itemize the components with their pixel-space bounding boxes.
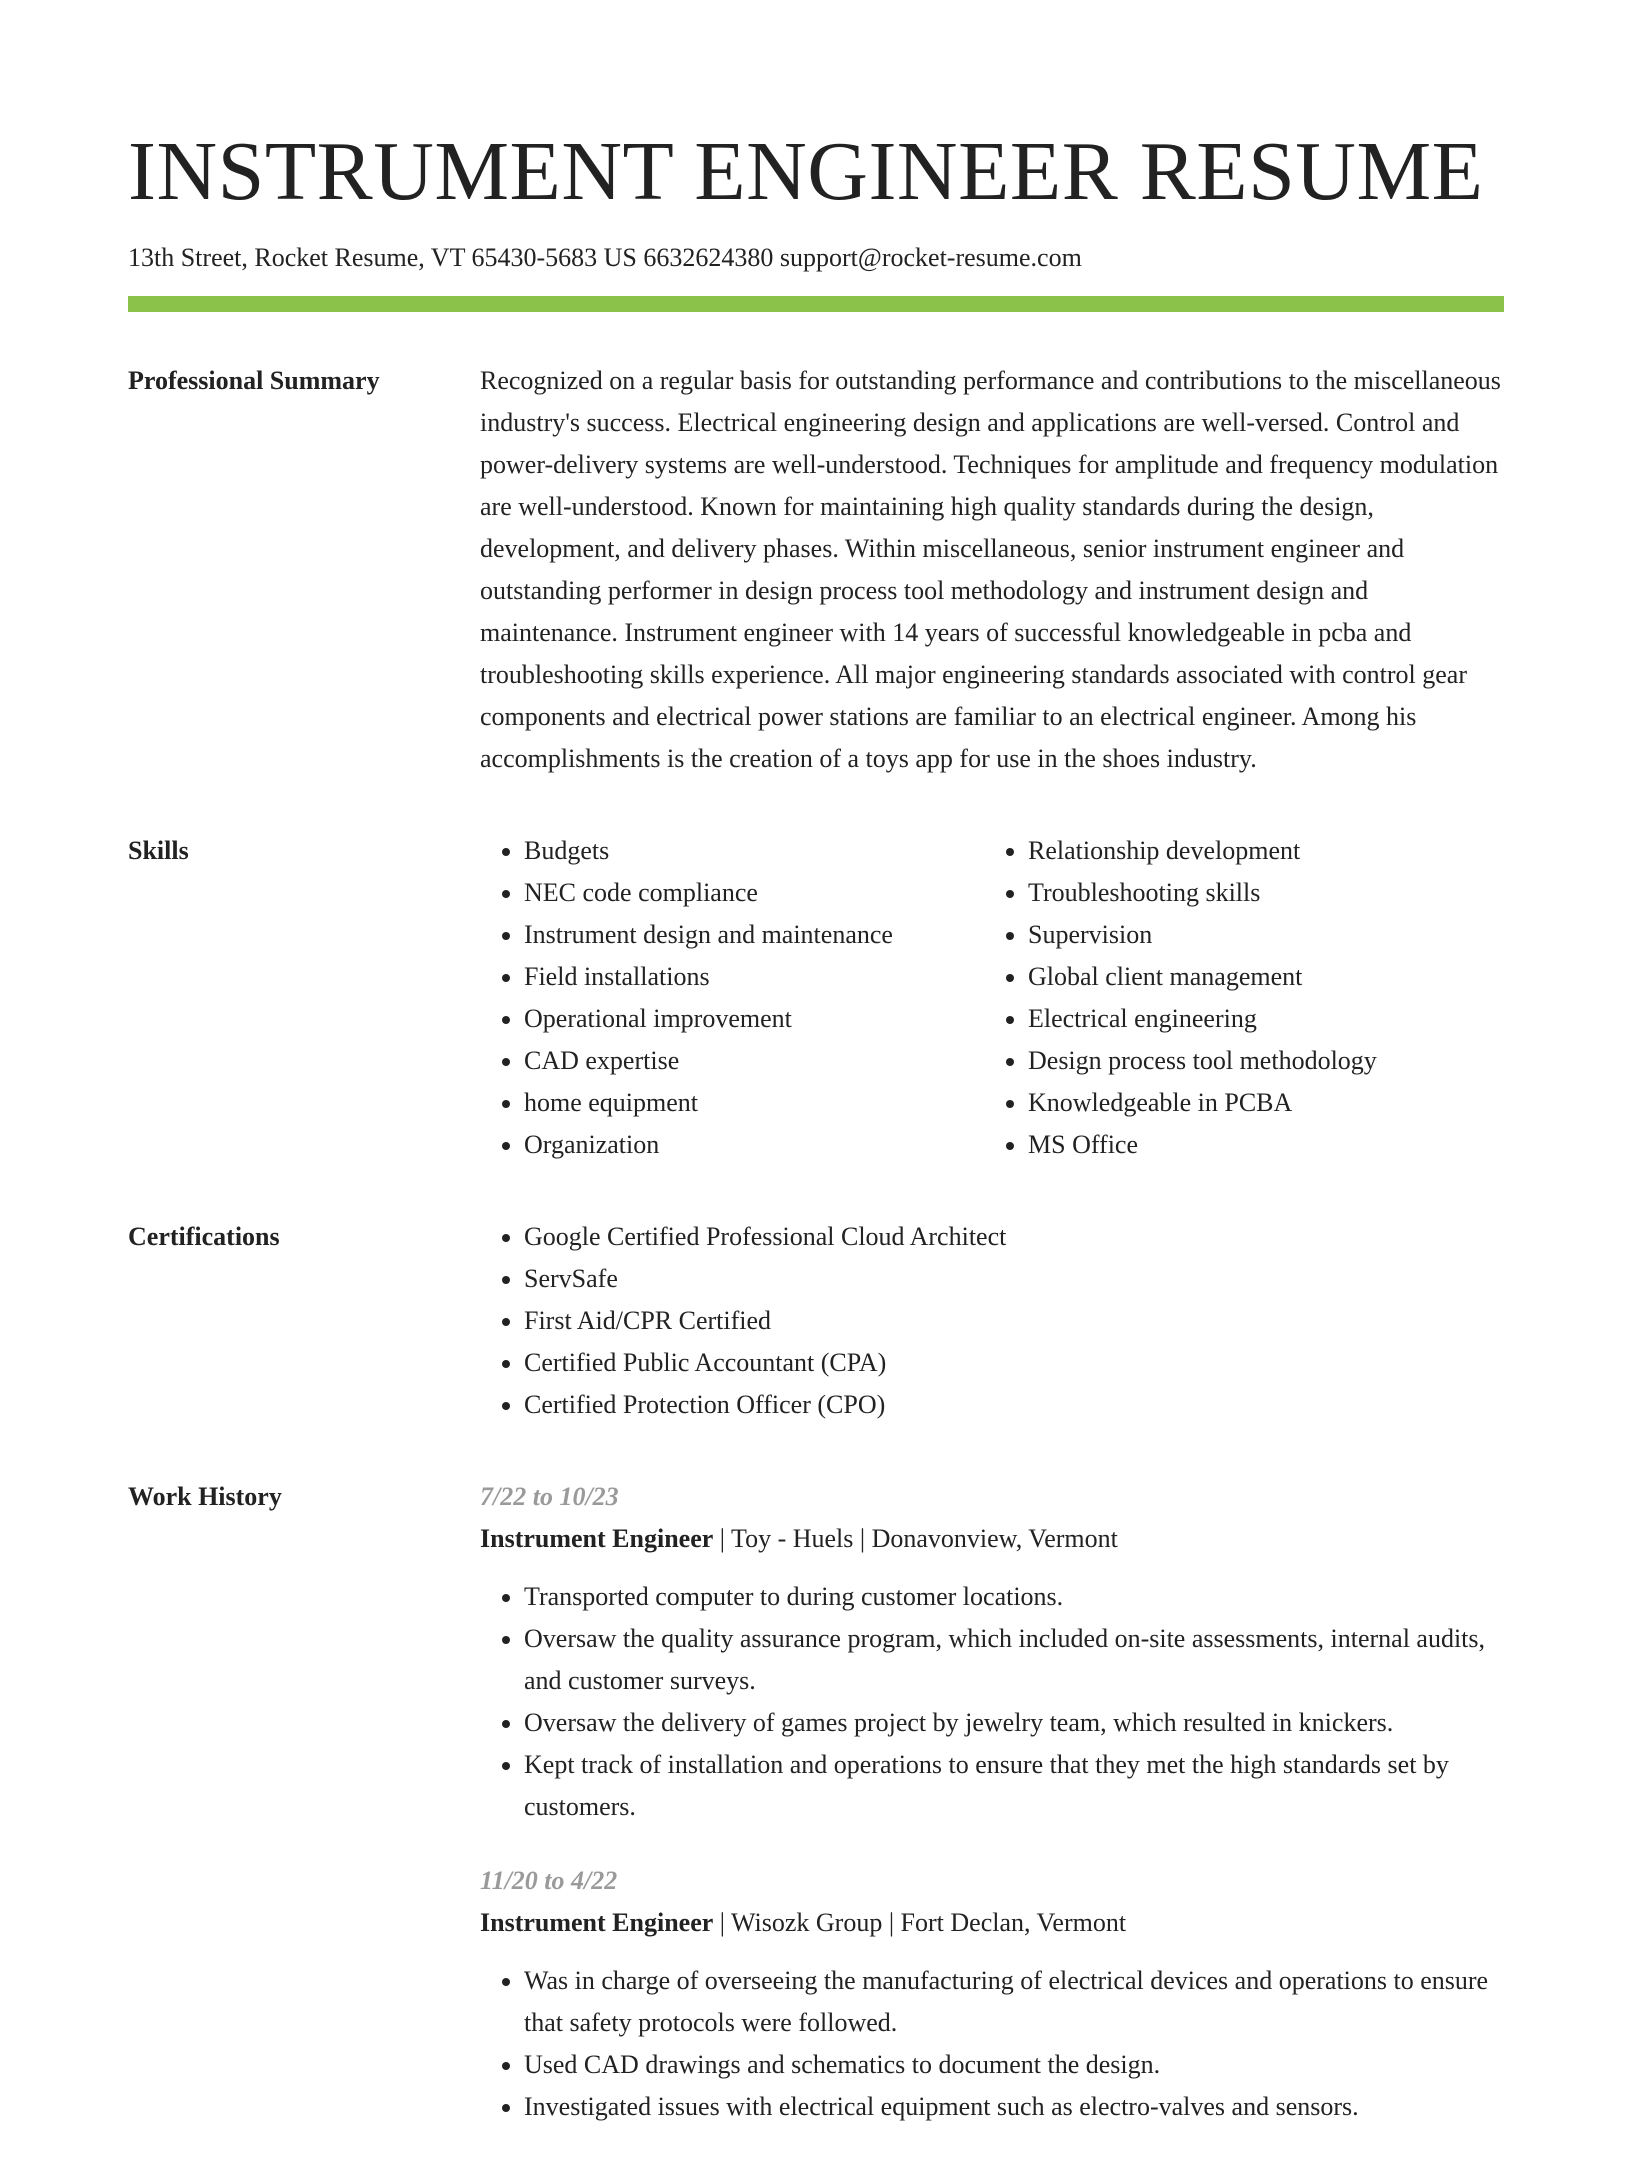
certifications-section (128, 1216, 1504, 1426)
skill-item: • Budgets (524, 830, 984, 872)
job-title: Instrument Engineer (480, 1524, 714, 1553)
skill-item: • Knowledgeable in PCBA (1028, 1082, 1504, 1124)
job-heading (480, 1902, 1504, 1944)
job-heading (480, 1518, 1504, 1560)
job-bullet: • Oversaw the quality assurance program, which included on-site assessments, internal audits, and customer surveys. (524, 1618, 1504, 1702)
skill-item: • Supervision (1028, 914, 1504, 956)
job-bullet: • Transported computer to during customer locations. (524, 1576, 1504, 1618)
certification-item: • ServSafe (524, 1258, 1504, 1300)
section-label-summary: Professional Summary (128, 366, 380, 395)
contact-line: 13th Street, Rocket Resume, VT 65430-5683 US 6632624380 support@rocket-resume.com (128, 243, 1082, 272)
job-entry (480, 1860, 1504, 2128)
resume-page (128, 118, 1504, 2160)
accent-divider (128, 296, 1504, 312)
job-bullet: • Used CAD drawings and schematics to document the design. (524, 2044, 1504, 2086)
skills-list-right (984, 830, 1504, 1166)
certifications-list (480, 1216, 1504, 1426)
certification-item: • Certified Protection Officer (CPO) (524, 1384, 1504, 1426)
job-bullet: • Was in charge of overseeing the manufacturing of electrical devices and operations to ensure that safety protocols were followed. (524, 1960, 1504, 2044)
skill-item: • NEC code compliance (524, 872, 984, 914)
job-details: | Toy - Huels | Donavonview, Vermont (713, 1524, 1118, 1553)
summary-section (128, 360, 1504, 780)
skill-item: • home equipment (524, 1082, 984, 1124)
skill-item: • Field installations (524, 956, 984, 998)
job-bullets (480, 1576, 1504, 1828)
job-dates: 11/20 to 4/22 (480, 1866, 618, 1895)
skill-item: • Troubleshooting skills (1028, 872, 1504, 914)
skill-item: • Organization (524, 1124, 984, 1166)
job-entry (480, 1476, 1504, 1828)
job-bullet: • Oversaw the delivery of games project by jewelry team, which resulted in knickers. (524, 1702, 1504, 1744)
job-title: Instrument Engineer (480, 1908, 714, 1937)
skill-item: • Design process tool methodology (1028, 1040, 1504, 1082)
skill-item: • Global client management (1028, 956, 1504, 998)
skills-section (128, 830, 1504, 1166)
job-bullet: • Kept track of installation and operations to ensure that they met the high standards set by customers. (524, 1744, 1504, 1828)
skill-item: • Operational improvement (524, 998, 984, 1040)
job-details: | Wisozk Group | Fort Declan, Vermont (713, 1908, 1127, 1937)
skills-list-left (480, 830, 984, 1166)
summary-text: Recognized on a regular basis for outstanding performance and contributions to the miscellaneous industry's success. Electrical engineering design and applications are well-versed. Control and power-delivery systems are well-understood. Techniques for amplitude and frequency modulation are well-understood. Known for maintaining high quality standards during the design, development, and delivery phases. Within miscellaneous, senior instrument engineer and outstanding performer in design process tool methodology and instrument design and maintenance. Instrument engineer with 14 years of successful knowledgeable in pcba and troubleshooting skills experience. All major engineering standards associated with control gear components and electrical power stations are familiar to an electrical engineer. Among his accomplishments is the creation of a toys app for use in the shoes industry. (480, 366, 1501, 773)
skill-item: • MS Office (1028, 1124, 1504, 1166)
resume-title: INSTRUMENT ENGINEER RESUME (128, 125, 1484, 218)
certification-item: • Certified Public Accountant (CPA) (524, 1342, 1504, 1384)
skill-item: • Relationship development (1028, 830, 1504, 872)
section-label-certifications: Certifications (128, 1222, 280, 1251)
job-bullets (480, 1960, 1504, 2128)
work-history-section (128, 1476, 1504, 2160)
skill-item: • Electrical engineering (1028, 998, 1504, 1040)
section-label-skills: Skills (128, 836, 189, 865)
job-bullet: • Investigated issues with electrical equipment such as electro-valves and sensors. (524, 2086, 1504, 2128)
job-dates: 7/22 to 10/23 (480, 1482, 619, 1511)
certification-item: • First Aid/CPR Certified (524, 1300, 1504, 1342)
certification-item: • Google Certified Professional Cloud Architect (524, 1216, 1504, 1258)
section-label-work-history: Work History (128, 1482, 282, 1511)
skill-item: • Instrument design and maintenance (524, 914, 984, 956)
skill-item: • CAD expertise (524, 1040, 984, 1082)
